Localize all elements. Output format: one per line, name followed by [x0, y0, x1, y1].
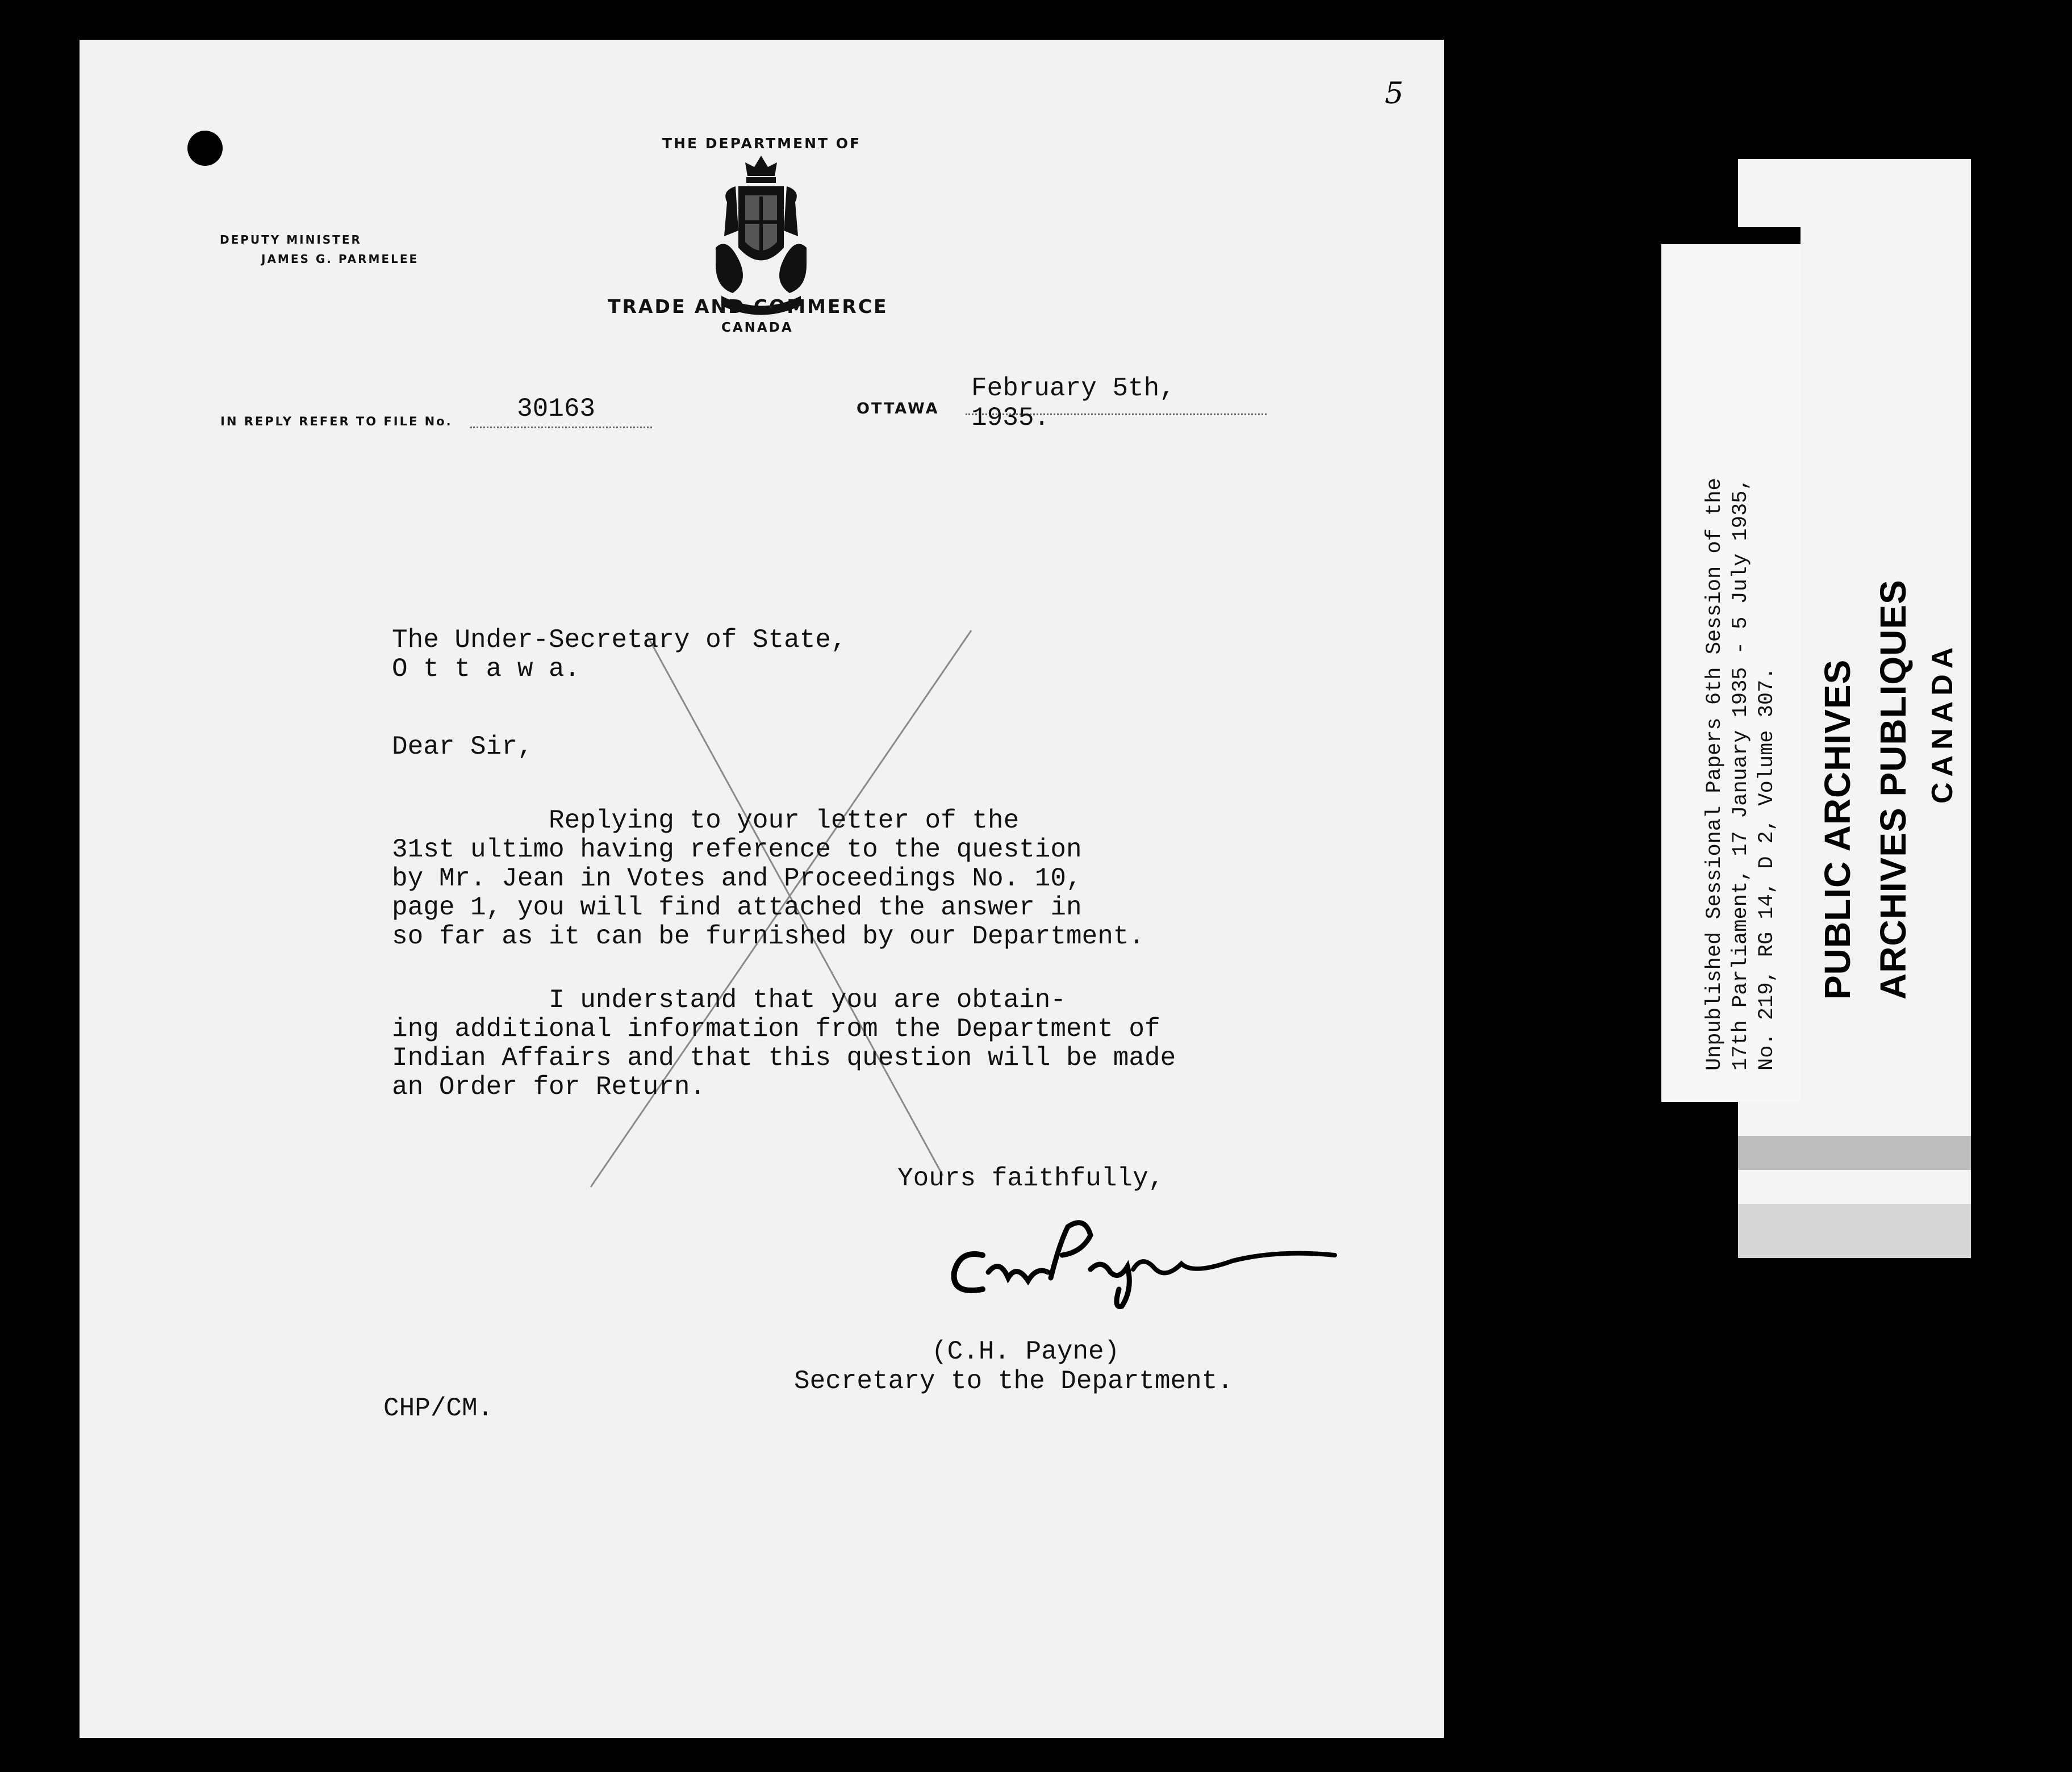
body-line: ing additional information from the Department of [392, 1014, 1160, 1044]
page-number: 5 [1385, 77, 1404, 111]
deputy-minister-title: DEPUTY MINISTER [220, 233, 362, 246]
citation-line: 17th Parliament, 17 January 1935 - 5 July 1935, [1729, 478, 1753, 1071]
tag-stripe [1738, 1136, 1971, 1170]
department-of-line: THE DEPARTMENT OF [662, 135, 862, 152]
handwritten-signature [937, 1210, 1357, 1312]
recipient-block [392, 626, 847, 684]
tag-shadow [1738, 1204, 1971, 1258]
typist-initials: CHP/CM. [383, 1394, 494, 1423]
department-name: TRADE AND COMMERCE [608, 295, 888, 317]
deputy-minister-name: JAMES G. PARMELEE [261, 252, 419, 266]
salutation: Dear Sir, [392, 732, 533, 762]
file-number-line [470, 394, 652, 428]
citation-line: Unpublished Sessional Papers 6th Session of the [1703, 478, 1727, 1071]
body-line: an Order for Return. [392, 1072, 706, 1102]
body-line: I understand that you are obtain- [392, 985, 1066, 1015]
signer-name: (C.H. Payne) [931, 1337, 1120, 1366]
body-line: so far as it can be furnished by our Department. [392, 922, 1145, 951]
city-label: OTTAWA [857, 400, 939, 417]
recipient-line: The Under-Secretary of State, [392, 625, 847, 655]
body-line: by Mr. Jean in Votes and Proceedings No. 10, [392, 864, 1082, 893]
recipient-line: O t t a w a. [392, 654, 580, 684]
body-line: Indian Affairs and that this question will be made [392, 1043, 1176, 1073]
closing: Yours faithfully, [897, 1164, 1164, 1193]
paragraph-one [392, 806, 1144, 951]
paragraph-two [392, 986, 1176, 1102]
body-line: 31st ultimo having reference to the question [392, 835, 1082, 864]
archives-stamp-country: CANADA [1926, 641, 1959, 804]
department-country: CANADA [721, 320, 793, 335]
body-line: Replying to your letter of the [392, 806, 1020, 835]
file-reference-label: IN REPLY REFER TO FILE No. [220, 415, 453, 428]
archives-stamp-line: ARCHIVES PUBLIQUES [1873, 579, 1914, 1000]
citation-line: No. 219, RG 14, D 2, Volume 307. [1755, 667, 1779, 1071]
date-line [966, 374, 1267, 433]
file-number: 30163 [517, 394, 596, 424]
body-line: page 1, you will find attached the answer in [392, 893, 1082, 922]
letter-date: February 5th, 1935. [971, 374, 1175, 433]
archives-stamp-line: PUBLIC ARCHIVES [1817, 659, 1858, 1000]
archives-citation-slip [1661, 244, 1801, 1102]
letter-page [80, 40, 1444, 1738]
signer-title: Secretary to the Department. [794, 1366, 1233, 1396]
